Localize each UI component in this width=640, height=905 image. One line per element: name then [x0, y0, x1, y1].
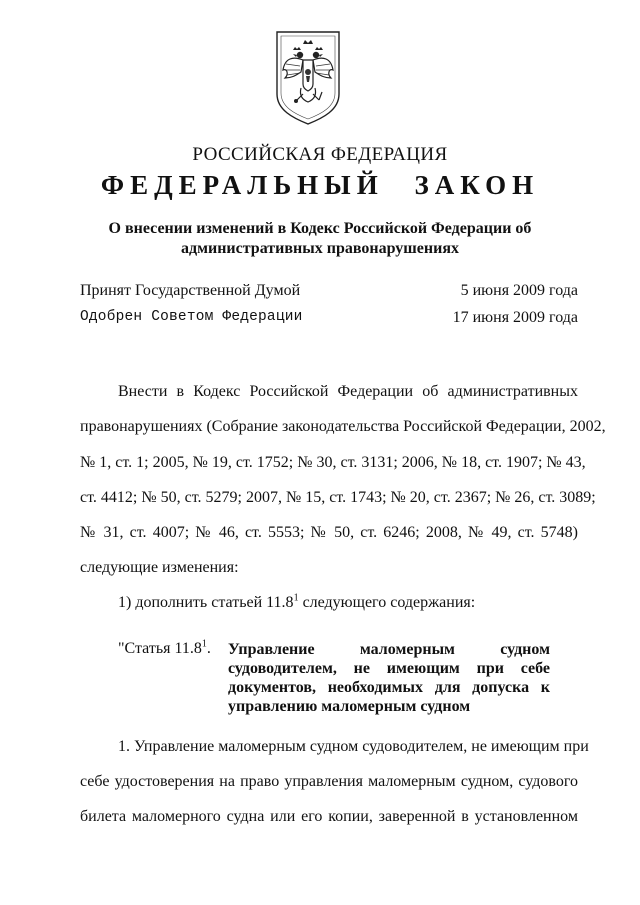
- item-suffix: следующего содержания:: [298, 594, 476, 611]
- item-superscript: 1: [293, 592, 299, 604]
- article-title-line: судоводителем, не имеющим при себе: [228, 660, 550, 677]
- adoption-council-row: [80, 309, 578, 327]
- article-title-line: документов, необходимых для допуска к: [228, 679, 550, 696]
- russian-coat-of-arms-icon: [273, 30, 343, 126]
- intro-line: № 31, ст. 4007; № 46, ст. 5553; № 50, ст. 6246; 2008, № 49, ст. 5748): [80, 524, 578, 541]
- article-title-line: Управление маломерным судном: [228, 641, 550, 658]
- clause-line: билета маломерного судна или его копии, заверенной в установленном: [80, 808, 578, 825]
- article-title: [228, 640, 550, 716]
- law-title-line: административных правонарушениях: [181, 240, 459, 257]
- law-type-heading: ФЕДЕРАЛЬНЫЙ ЗАКОН: [100, 170, 540, 200]
- article-title-line: управлению маломерным судном: [228, 698, 471, 715]
- article-label-suffix: .: [206, 640, 211, 657]
- item-prefix: 1) дополнить статьей 11.8: [118, 594, 294, 611]
- country-heading: РОССИЙСКАЯ ФЕДЕРАЦИЯ: [192, 144, 448, 165]
- clause-line: 1. Управление маломерным судном судоводителем, не имеющим при: [118, 738, 589, 755]
- article-label-prefix: "Статья 11.8: [118, 640, 202, 657]
- adoption-label: Принят Государственной Думой: [80, 282, 301, 299]
- adoption-label: Одобрен Советом Федерации: [80, 309, 303, 325]
- amendment-item-1: [118, 594, 475, 612]
- intro-line: Внести в Кодекс Российской Федерации об административных: [118, 383, 578, 400]
- intro-line: правонарушениях (Собрание законодательства Российской Федерации, 2002,: [80, 418, 606, 435]
- adoption-duma-row: [80, 282, 578, 300]
- clause-line: себе удостоверения на право управления маломерным судном, судового: [80, 773, 578, 790]
- adoption-date: 5 июня 2009 года: [460, 282, 578, 299]
- adoption-date: 17 июня 2009 года: [452, 309, 578, 326]
- intro-line: ст. 4412; № 50, ст. 5279; 2007, № 15, ст. 1743; № 20, ст. 2367; № 26, ст. 3089;: [80, 489, 596, 506]
- intro-line: следующие изменения:: [80, 559, 239, 576]
- intro-line: № 1, ст. 1; 2005, № 19, ст. 1752; № 30, ст. 3131; 2006, № 18, ст. 1907; № 43,: [80, 454, 586, 471]
- law-title: [90, 219, 550, 259]
- article-label: [118, 640, 211, 658]
- law-title-line: О внесении изменений в Кодекс Российской Федерации об: [108, 220, 532, 237]
- article-label-superscript: 1: [201, 638, 207, 650]
